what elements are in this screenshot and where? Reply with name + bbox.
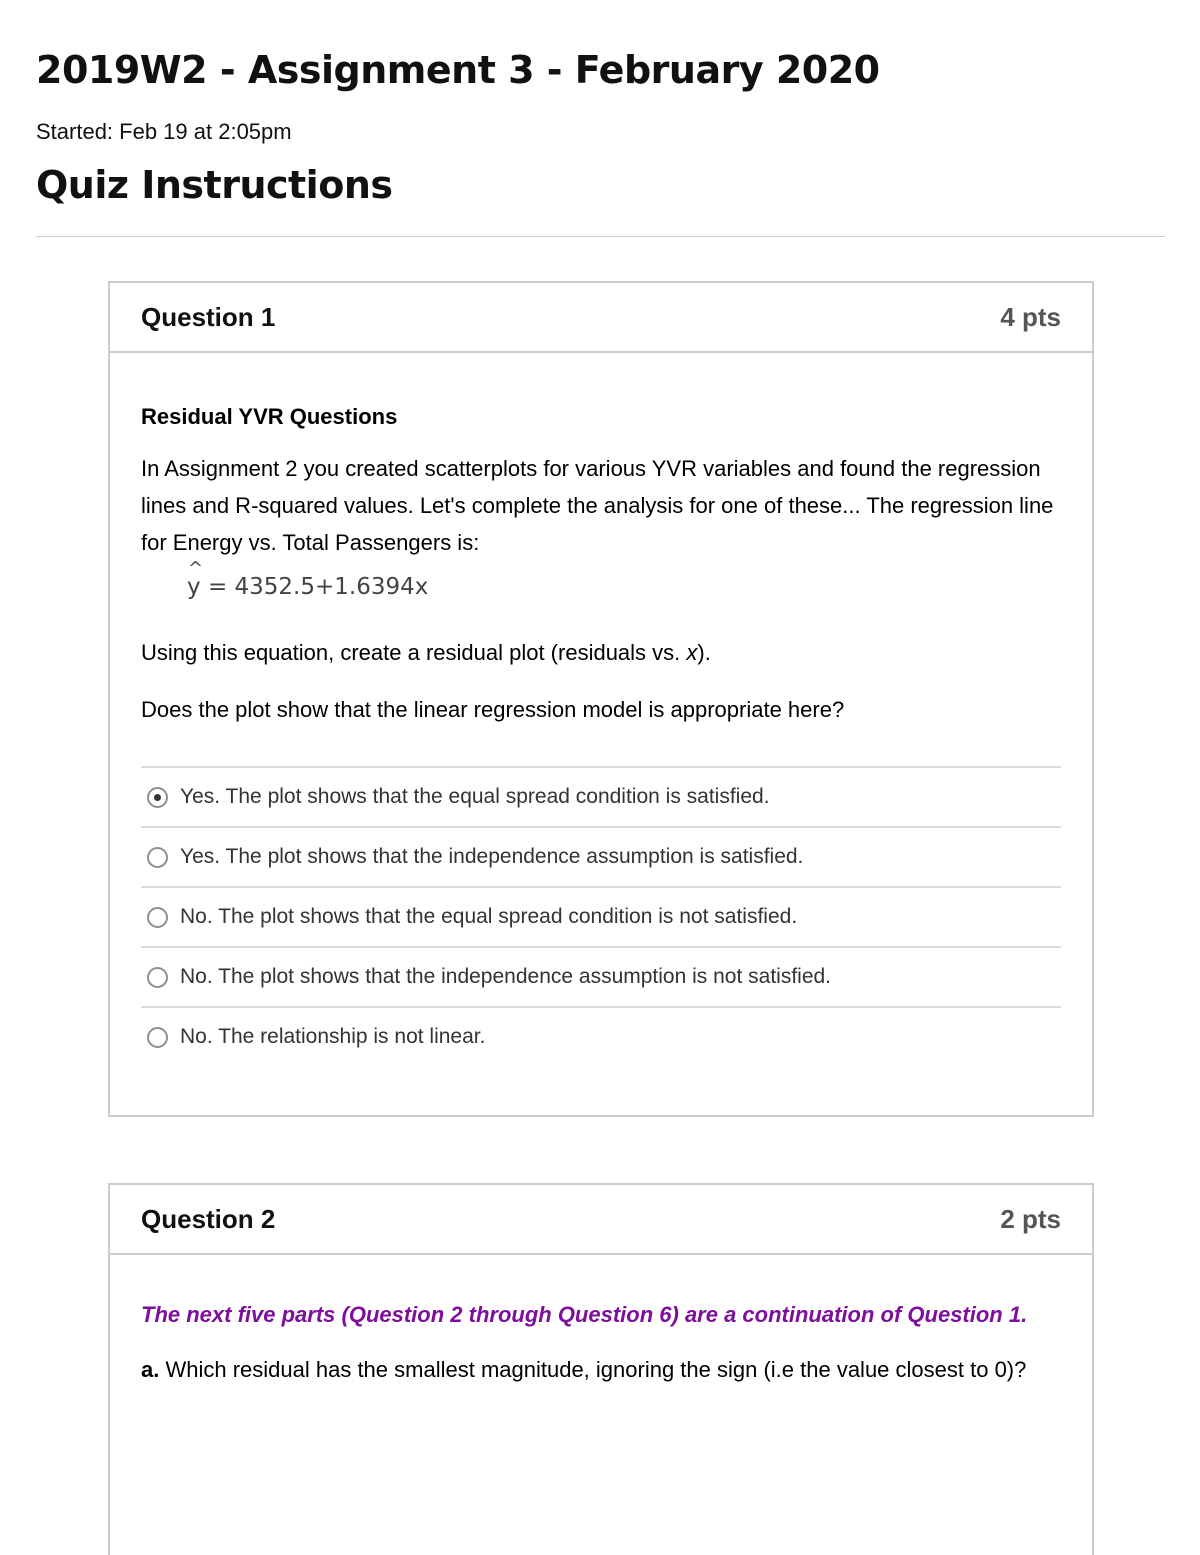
question-1-body	[110, 404, 1092, 1066]
question-2-part-a	[141, 1351, 1061, 1388]
answer-label[interactable]: Yes. The plot shows that the equal spread condition is satisfied.	[180, 785, 770, 808]
question-1-title: Question 1	[141, 301, 276, 332]
radio-button-selected[interactable]	[147, 787, 168, 808]
answer-option[interactable]	[141, 1008, 1061, 1066]
question-2-note: The next five parts (Question 2 through Question 6) are a continuation of Question 1.	[141, 1302, 1028, 1327]
question-2-body	[110, 1296, 1092, 1388]
answer-option[interactable]	[141, 888, 1061, 948]
question-1-prompt: Does the plot show that the linear regression model is appropriate here?	[141, 697, 845, 722]
divider	[36, 236, 1165, 237]
question-2-points: 2 pts	[1000, 1203, 1061, 1234]
instruction-variable: x	[686, 640, 698, 665]
answer-option[interactable]	[141, 948, 1061, 1008]
answer-label[interactable]: No. The plot shows that the independence assumption is not satisfied.	[180, 965, 832, 988]
instruction-suffix: ).	[697, 640, 711, 665]
question-1-intro: In Assignment 2 you created scatterplots for various YVR variables and found the regression lines and R-squared values. Let's complete the analysis for one of these... The regression line for Energy vs. Total Passengers is:	[141, 456, 1054, 555]
part-label: a.	[141, 1357, 160, 1382]
question-2-card	[108, 1183, 1094, 1555]
instruction-prefix: Using this equation, create a residual plot (residuals vs.	[141, 640, 687, 665]
part-text: Which residual has the smallest magnitude, ignoring the sign (i.e the value closest to 0)?	[159, 1357, 1027, 1382]
question-1-answers	[141, 766, 1061, 1066]
question-1-instruction	[141, 634, 1061, 671]
answer-label[interactable]: No. The plot shows that the equal spread condition is not satisfied.	[180, 905, 798, 928]
radio-button[interactable]	[147, 1027, 168, 1048]
started-timestamp: Started: Feb 19 at 2:05pm	[36, 119, 292, 144]
formula-rhs: = 4352.5+1.6394x	[207, 574, 429, 600]
page-title: 2019W2 - Assignment 3 - February 2020	[36, 48, 880, 92]
question-2-header	[110, 1185, 1092, 1255]
answer-option[interactable]	[141, 768, 1061, 828]
radio-button[interactable]	[147, 847, 168, 868]
question-2-title: Question 2	[141, 1203, 276, 1234]
question-1-heading: Residual YVR Questions	[141, 404, 398, 429]
regression-formula	[141, 574, 1061, 600]
question-1-card	[108, 281, 1094, 1117]
question-1-header	[110, 283, 1092, 353]
question-1-points: 4 pts	[1000, 301, 1061, 332]
answer-label[interactable]: Yes. The plot shows that the independence assumption is satisfied.	[180, 845, 804, 868]
quiz-instructions-heading: Quiz Instructions	[36, 163, 393, 207]
answer-option[interactable]	[141, 828, 1061, 888]
answer-label[interactable]: No. The relationship is not linear.	[180, 1025, 486, 1048]
radio-button[interactable]	[147, 907, 168, 928]
formula-yhat: ^ y	[187, 574, 201, 600]
radio-button[interactable]	[147, 967, 168, 988]
